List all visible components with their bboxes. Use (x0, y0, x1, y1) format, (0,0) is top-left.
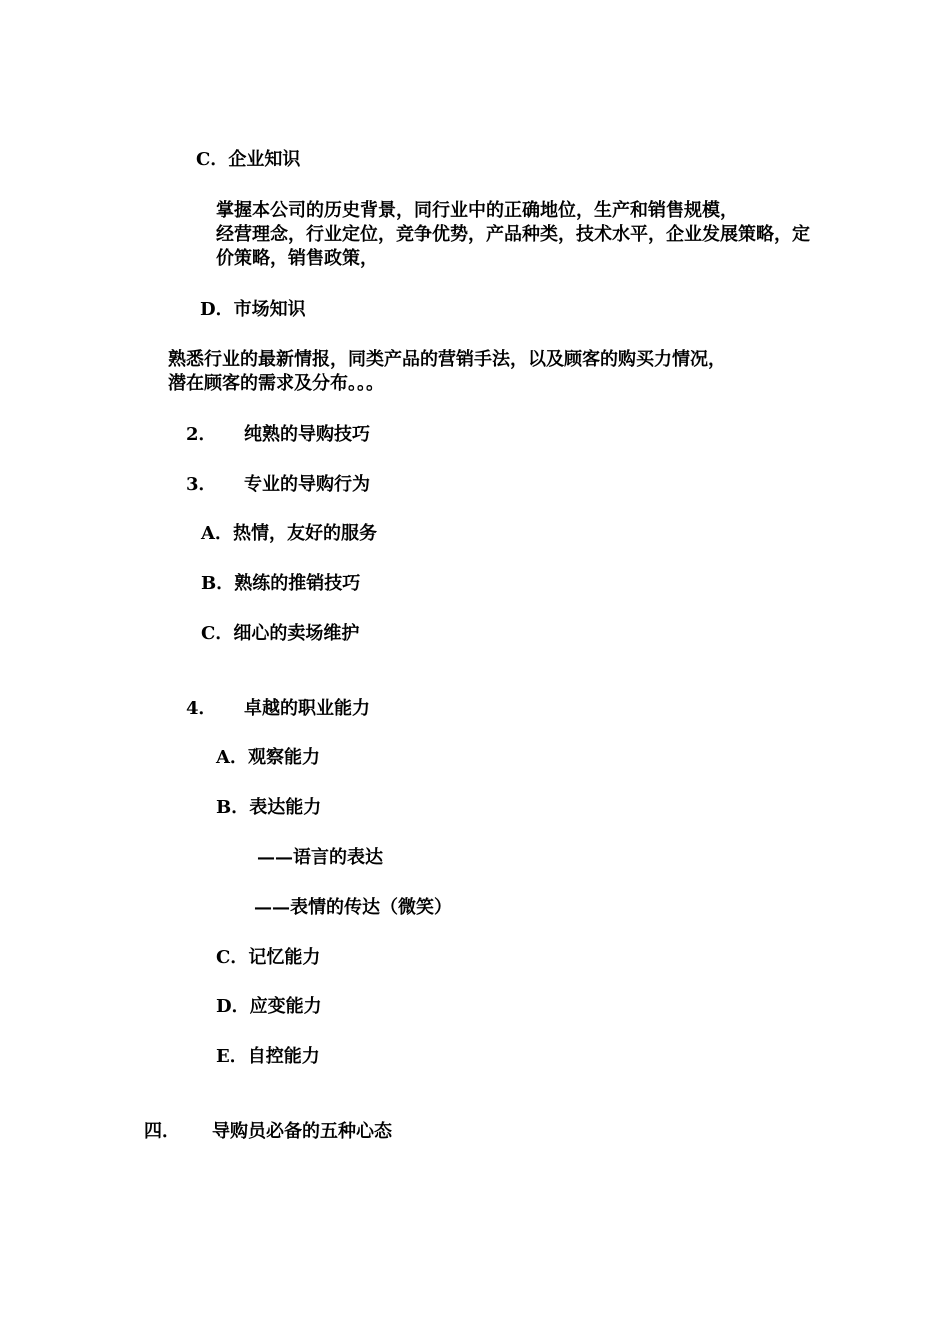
list-item-marker: B． (216, 797, 250, 818)
section-d-heading (200, 298, 306, 322)
list-item-marker: D． (216, 996, 250, 1017)
list-item-marker: E． (216, 1046, 248, 1067)
section-c-body-line: 经营理念，行业定位，竞争优势，产品种类，技术水平，企业发展策略，定 (216, 224, 810, 245)
list-item-marker: C． (201, 623, 234, 644)
item-2-heading (186, 423, 370, 447)
list-item-text: 细心的卖场维护 (233, 623, 360, 644)
item-4-heading (186, 697, 370, 721)
section-c-body-line: 价策略，销售政策， (216, 248, 378, 269)
item-4-number: 4． (186, 698, 217, 719)
list-item-marker: A． (201, 523, 233, 544)
section-4-heading (144, 1120, 392, 1144)
section-c-body-line: 掌握本公司的历史背景，同行业中的正确地位，生产和销售规模， (216, 200, 738, 221)
list-item (216, 946, 320, 970)
section-d-body (168, 348, 726, 396)
dash-item (257, 846, 383, 870)
list-item (216, 995, 322, 1019)
dash-item-text: ——语言的表达 (257, 847, 383, 868)
item-4-title: 卓越的职业能力 (244, 698, 370, 719)
list-item-text: 热情，友好的服务 (232, 523, 377, 544)
item-2-title: 纯熟的导购技巧 (244, 424, 370, 445)
section-d-title: 市场知识 (233, 299, 306, 320)
section-4-title: 导购员必备的五种心态 (212, 1121, 392, 1142)
list-item (201, 622, 359, 646)
list-item-text: 表达能力 (249, 797, 322, 818)
item-3-title: 专业的导购行为 (244, 474, 370, 495)
list-item-text: 自控能力 (247, 1046, 320, 1067)
item-3-number: 3． (186, 474, 217, 495)
list-item (201, 572, 360, 596)
list-item (201, 522, 377, 546)
dash-item (254, 896, 452, 920)
section-d-body-line: 潜在顾客的需求及分布。。。 (168, 373, 384, 394)
section-c-marker: C． (196, 149, 229, 170)
section-c-body (216, 199, 810, 271)
list-item-marker: A． (216, 747, 248, 768)
section-4-number: 四． (144, 1121, 180, 1142)
section-c-heading (196, 148, 300, 172)
list-item-text: 应变能力 (249, 996, 322, 1017)
list-item-marker: C． (216, 947, 249, 968)
dash-item-text: ——表情的传达（微笑） (254, 897, 452, 918)
list-item (216, 746, 320, 770)
item-2-number: 2． (186, 424, 217, 445)
list-item-text: 记忆能力 (248, 947, 321, 968)
section-c-title: 企业知识 (228, 149, 301, 170)
section-d-body-line: 熟悉行业的最新情报，同类产品的营销手法，以及顾客的购买力情况， (168, 349, 726, 370)
list-item-text: 观察能力 (247, 747, 320, 768)
list-item-marker: B． (201, 573, 235, 594)
item-3-heading (186, 473, 370, 497)
list-item (216, 1045, 320, 1069)
list-item (216, 796, 321, 820)
list-item-text: 熟练的推销技巧 (234, 573, 361, 594)
section-d-marker: D． (200, 299, 234, 320)
